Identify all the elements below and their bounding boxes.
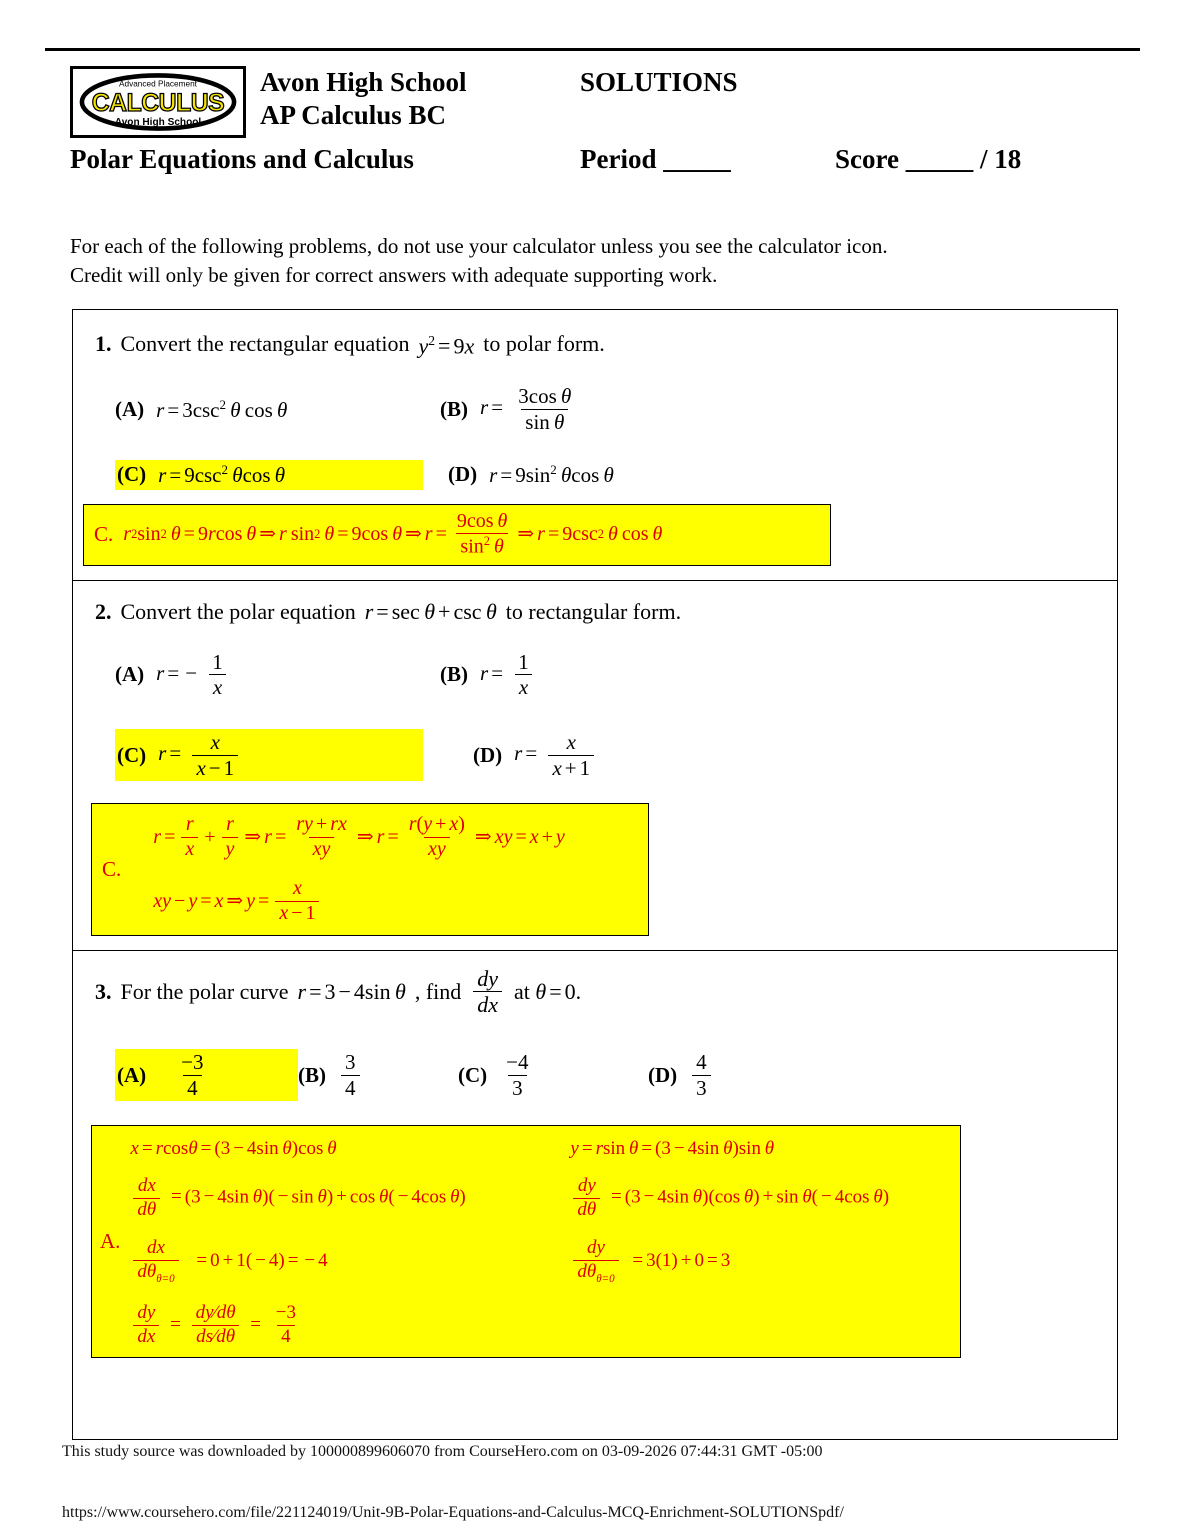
choice-label: (B): [440, 397, 468, 421]
worksheet-title: Polar Equations and Calculus: [70, 144, 414, 174]
problem-1-choices: [85, 385, 1105, 489]
svg-text:Avon High School: Avon High School: [114, 116, 202, 128]
choice-label: (C): [117, 742, 147, 767]
problem-1-text-after: to polar form.: [483, 330, 605, 356]
problem-2-number: 2.: [95, 598, 112, 624]
score-field[interactable]: Score _____ / 18: [835, 144, 1022, 174]
problem-3-choices: [85, 1049, 1105, 1101]
choice-label: (C): [458, 1062, 488, 1087]
choice-math: r = $\frac{\text{3cos θ}}{\text{sin θ}}$: [480, 384, 572, 434]
problem-3-cell: [73, 951, 1117, 1439]
source-url[interactable]: https://www.coursehero.com/file/221124019/Unit-9B-Polar-Equations-and-Calculus-MCQ-Enrichment-SOLUTIONSpdf/: [62, 1504, 844, 1521]
ap-calculus-logo: [70, 66, 246, 138]
choice-math: $\frac{4}{3}$: [689, 1051, 714, 1099]
choice-math: r = $\frac{x}{x - 1}$: [158, 731, 241, 779]
problem-3-text-before: For the polar curve: [120, 978, 289, 1004]
instructions: [70, 232, 1130, 290]
choice-label: (D): [473, 742, 503, 767]
choice-math: r = $\frac{x}{x + 1}$: [514, 731, 597, 779]
choice-label: (A): [115, 397, 145, 421]
problem-3-dydx: $\frac{dy}{dx}$: [461, 967, 514, 1018]
problem-3-choice-c[interactable]: [458, 1051, 648, 1099]
choice-label: (D): [448, 462, 478, 487]
problem-1-solution: [83, 504, 831, 566]
download-note: This study source was downloaded by 100000899606070 from CourseHero.com on 03-09-2026 07:44:31 GMT -05:00: [62, 1443, 823, 1460]
choice-label: (C): [117, 462, 147, 487]
period-field[interactable]: Period _____: [580, 144, 731, 174]
problem-2-text-after: to rectangular form.: [505, 598, 682, 624]
choice-label: (A): [117, 1062, 147, 1087]
choice-math: $\frac{-3}{4}$: [181, 1050, 204, 1100]
choice-math: $r = 9\csc^2$ θcos θ: [158, 461, 286, 487]
problem-2-prompt: [85, 591, 1105, 629]
choice-math: r = − $\frac{1}{x}$: [156, 651, 230, 699]
problem-2-solution-math: r = $\frac{r}{x}$ + $\frac{r}{y}$ ⇒ r = $\frac{ry + rx}{xy}$ ⇒ r = $\frac{r(y + x)}{xy}$ ⇒ xy = x + y xy − y = x ⇒ y = $\frac{x}{x - 1}$: [153, 813, 565, 924]
problem-2-choice-c[interactable]: [115, 729, 423, 781]
problem-1-choice-d[interactable]: [448, 462, 614, 488]
choice-math: $r = 3\csc^2$ θ cos θ: [156, 396, 288, 422]
svg-text:CALCULUS: CALCULUS: [91, 90, 225, 118]
problems-table: [72, 309, 1118, 1440]
solution-row-4: $\frac{dy}{dx}$ = $\frac{dy⁄d\theta}{ds⁄d\theta}$ = $\frac{-3}{4}$: [130, 1303, 954, 1347]
solution-row-3: $\frac{dx}{d\theta_{\theta=0}}$ = 0 + 1( − 4) = − 4 $\frac{dy}{d\theta_{\theta=0}}$ = 3(1) + 0 = 3: [130, 1238, 954, 1285]
page-header: [70, 66, 1130, 176]
solutions-label: SOLUTIONS: [580, 67, 738, 97]
header-rule: [45, 48, 1140, 51]
choice-label: (B): [440, 662, 468, 687]
problem-2-choices: [85, 651, 1105, 782]
problem-1-number: 1.: [95, 330, 112, 356]
problem-2-choice-b[interactable]: [440, 651, 536, 699]
problem-3-choice-a[interactable]: [115, 1049, 298, 1101]
problem-2-choice-d[interactable]: [473, 731, 597, 779]
problem-3-prompt: [85, 961, 1105, 1020]
problem-1-equation: $y^2 = 9x$: [418, 333, 475, 359]
choice-math: $r = 9\sin^2$ θcos θ: [489, 461, 614, 487]
solution-row-1: x = rcosθ = (3 − 4sin θ)cos θ y = rsin θ = (3 − 4sin θ)sin θ: [130, 1138, 775, 1160]
problem-2-solution-letter: C.: [102, 856, 122, 881]
instructions-line-2: Credit will only be given for correct answers with adequate supporting work.: [70, 263, 718, 287]
problem-3-solution: [91, 1125, 961, 1358]
school-name: Avon High School: [260, 67, 467, 97]
problem-1-solution-letter: C.: [94, 522, 114, 547]
problem-3-solution-letter: A.: [100, 1229, 121, 1254]
choice-math: r = $\frac{1}{x}$: [480, 651, 536, 699]
problem-1-prompt: [85, 320, 1105, 363]
problem-3-choice-d[interactable]: [648, 1051, 714, 1099]
choice-label: (A): [115, 662, 145, 687]
problem-1-solution-math: r 2 sin 2 θ = 9 r cos θ ⇒ r sin 2 θ = 9cos θ ⇒ r = $\frac{\text{9cos θ}}{\sin^2 \theta}$ ⇒ r = 9csc 2 θ cos θ: [123, 509, 663, 558]
problem-2-solution: [91, 803, 649, 935]
problem-2-text-before: Convert the polar equation: [120, 598, 356, 624]
problem-3-solution-math: [130, 1136, 954, 1347]
problem-3-equation: r = 3 − 4sin θ: [297, 978, 406, 1004]
problem-1-choice-c[interactable]: [115, 460, 423, 490]
solution-row-2: $\frac{dx}{d\theta}$ = (3 − 4sin θ)( − sin θ) + cos θ( − 4cos θ) $\frac{dy}{d\theta}$ = (3 − 4sin θ)(cos θ) + sin θ( − 4cos θ): [130, 1176, 954, 1220]
problem-2-cell: [73, 581, 1117, 951]
instructions-line-1: For each of the following problems, do not use your calculator unless you see the calculator icon.: [70, 234, 888, 258]
choice-math: $\frac{-4}{3}$: [506, 1050, 529, 1100]
problem-3-choice-b[interactable]: [298, 1051, 458, 1099]
problem-3-text-after: at θ = 0.: [514, 978, 582, 1004]
problem-3-text-mid: , find: [414, 978, 462, 1004]
choice-label: (B): [298, 1062, 326, 1087]
course-name: AP Calculus BC: [260, 100, 447, 130]
choice-label: (D): [648, 1062, 678, 1087]
choice-math: $\frac{3}{4}$: [338, 1051, 363, 1099]
problem-1-choice-a[interactable]: [115, 397, 440, 423]
problem-3-number: 3.: [95, 978, 112, 1004]
calculus-logo-icon: [73, 69, 243, 135]
problem-1-text-before: Convert the rectangular equation: [120, 330, 410, 356]
problem-2-choice-a[interactable]: [115, 651, 440, 699]
problem-1-cell: [73, 310, 1117, 581]
problem-2-equation: r = sec θ + csc θ: [364, 598, 497, 624]
svg-text:Advanced Placement: Advanced Placement: [119, 79, 197, 89]
problem-1-choice-b[interactable]: [440, 385, 578, 433]
